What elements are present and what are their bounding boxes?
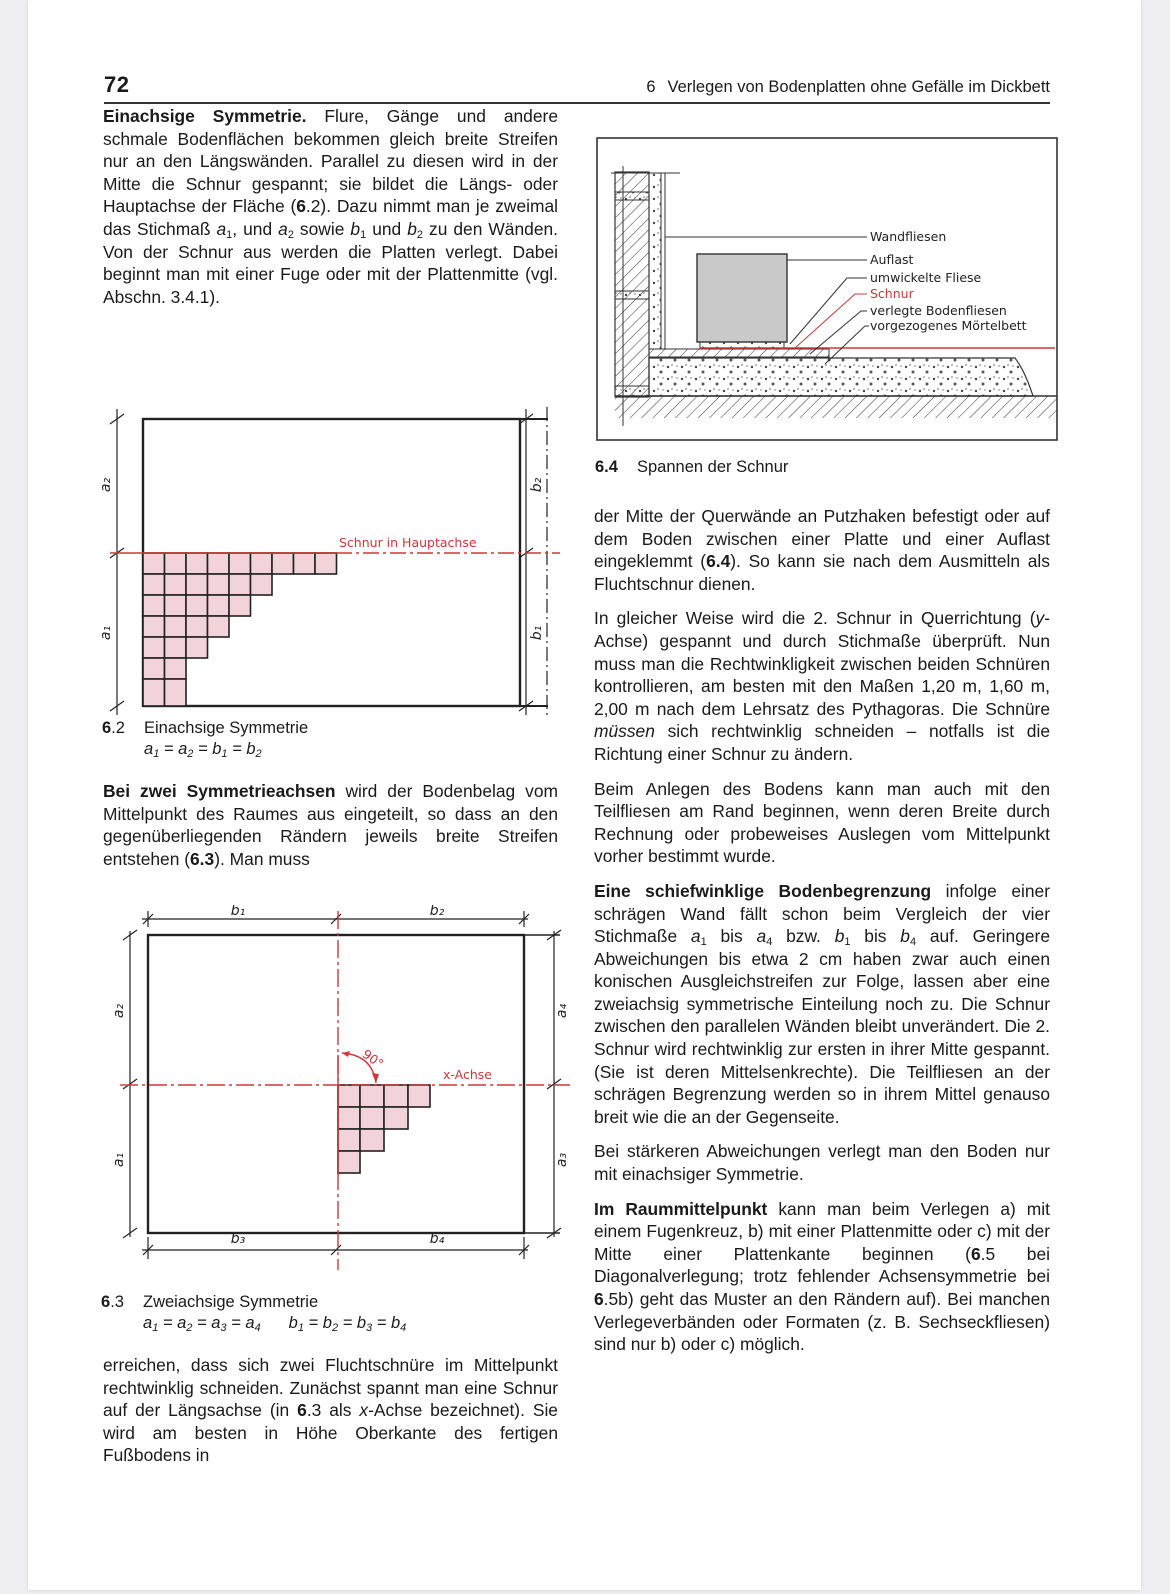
tile-staircase	[338, 1085, 430, 1173]
svg-text:b₂: b₂	[429, 905, 445, 919]
label-auflast: Auflast	[870, 252, 914, 267]
header-rule	[104, 102, 1050, 104]
emphasis: müssen	[594, 721, 655, 742]
caption-6-2	[102, 718, 308, 760]
var: b	[350, 218, 361, 239]
var: y	[1035, 608, 1045, 629]
text: -Achse) gespannt und durch Stichmaße überprüft. Nun muss man die Rechtwinkligkeit zwischen beiden Schnüren kontrollieren, am besten mit den Maßen 1,20 m, 1,60 m, 2,00 m nach dem Lehrsatz des Pythagoras. Die Schnüre	[594, 608, 1050, 719]
svg-text:a₁: a₁	[98, 625, 114, 641]
text: sowie	[293, 218, 351, 239]
caption-equation: $a_1 = a_2 = a_3 = a_4$ $b_1 = b_2 = b_3 = b_4$	[143, 1314, 407, 1334]
tile-staircase	[143, 553, 337, 706]
paragraph-zwei-symmetrieachsen	[103, 780, 558, 870]
text: -Achse bezeichnet). Sie wird am besten in Höhe Oberkante des fertigen Fußbodens in	[103, 1400, 558, 1466]
var: x	[359, 1400, 369, 1421]
paragraph-teilfliesen: Beim Anlegen des Bodens kann man auch mit den Teilfliesen am Rand beginnen, wenn deren Breite durch Rechnung oder probeweises Auslegen vom Mittelpunkt vorher bestimmt wurde.	[594, 778, 1050, 867]
text: bzw.	[772, 926, 835, 947]
running-head	[646, 78, 1050, 97]
caption-number: 6.4	[595, 458, 618, 476]
page-number: 72	[104, 72, 130, 97]
caption-6-4	[595, 457, 788, 478]
axis-label: x-Achse	[443, 1067, 492, 1082]
figure-ref: 6	[297, 1400, 307, 1421]
caption-number: 6	[101, 1293, 111, 1311]
svg-text:b₂: b₂	[529, 477, 545, 493]
text: .3 als	[306, 1400, 360, 1421]
var: a	[216, 218, 227, 239]
figure-6-4-diagram	[595, 136, 1065, 441]
svg-text:a₁: a₁	[111, 1152, 127, 1168]
label-wandfliesen: Wandfliesen	[870, 229, 947, 244]
svg-text:b₁: b₁	[529, 625, 545, 641]
figure-ref: 6	[970, 1243, 981, 1264]
text: .2). Dazu nimmt man je zweimal das Stichmaß	[103, 196, 559, 239]
text: ). Man muss	[214, 848, 310, 869]
angle-label: 90°	[359, 1046, 387, 1072]
caption-number: .3	[110, 1293, 124, 1311]
text: Flure, Gänge und andere schmale Bodenflächen bekommen gleich breite Streifen nur an den Längswänden. Parallel zu diesen wird in der Mitte die Schnur gespannt; sie bildet die Längs- oder Hauptachse der Fläche (	[103, 106, 558, 217]
caption-number: .2	[111, 719, 125, 737]
paragraph-lead: Bei zwei Symmetrieachsen	[103, 781, 336, 801]
figure-6-2-diagram	[90, 395, 580, 715]
caption-6-3	[101, 1292, 406, 1334]
text: .5 bei Diagonalverlegung; trotz fehlender Achsensymmetrie bei	[594, 1243, 1050, 1287]
caption-equation: $a_1 = a_2 = b_1 = b_2$	[144, 740, 262, 760]
text: sich rechtwinklig schneiden – notfalls ist die Richtung einer Schnur zu ändern.	[594, 721, 1050, 764]
caption-number: 6	[102, 719, 112, 737]
svg-text:a₃: a₃	[554, 1152, 570, 1168]
label-verlegte-bodenfliesen: verlegte Bodenfliesen	[870, 303, 1007, 318]
text: , und	[232, 218, 279, 239]
paragraph-staerkere-abweichungen: Bei stärkeren Abweichungen verlegt man den Boden nur mit einachsiger Symmetrie.	[594, 1141, 1050, 1185]
svg-text:b₁: b₁	[230, 905, 246, 919]
text: zu den Wänden. Von der Schnur aus werden die Platten verlegt. Dabei beginnt man mit einer Fuge oder mit der Plattenmitte (vgl. Abschn. 3.4.1).	[103, 218, 559, 307]
text: In gleicher Weise wird die 2. Schnur in Querrichtung (	[594, 608, 1036, 629]
figure-ref: 6	[594, 1289, 604, 1309]
svg-text:b₃: b₃	[230, 1231, 246, 1247]
text: erreichen, dass sich zwei Fluchtschnüre im Mittelpunkt rechtwinklig schneiden. Zunächst spannt man eine Schnur auf der Längsachse (in	[103, 1355, 558, 1421]
paragraph-einachsige-symmetrie: Einachsige Symmetrie. Flure, Gänge und andere schmale Bodenflächen bekommen gleich breite Streifen nur an den Längswänden. Parallel zu diesen wird in der Mitte die Schnur gespannt; sie bildet die Längs- oder Hauptachse der Fläche (6.2). Dazu nimmt man je zweimal das Stichmaß $a_1$, und $a_2$ sowie $b_1$ und $b_2$ zu den Wänden. Von der Schnur aus werden die Platten verlegt. Dabei beginnt man mit einer Fuge oder mit der Plattenmitte (vgl. Abschn. 3.4.1).	[103, 106, 559, 307]
svg-text:b₄: b₄	[429, 1231, 445, 1247]
svg-text:a₂: a₂	[98, 477, 114, 493]
label-moertelbett: vorgezogenes Mörtelbett	[870, 318, 1027, 333]
paragraph-fluchtschnuere	[103, 1354, 558, 1467]
svg-text:a₄: a₄	[554, 1003, 570, 1019]
figure-ref: 6	[296, 196, 306, 217]
text: der Mitte der Querwände an Putzhaken befestigt oder auf dem Boden zwischen einer Platte und einer Auflast eingeklemmt (	[594, 506, 1050, 572]
text: wird der Bodenbelag vom Mittelpunkt des Raumes aus eingeteilt, so dass an den gegenüberliegenden Rändern jeweils breite Streifen entstehen (	[103, 781, 558, 869]
paragraph-lead: Im Raummittelpunkt	[594, 1198, 768, 1219]
var: b	[407, 218, 417, 239]
text: ). So kann sie nach dem Ausmitteln als Fluchtschnur dienen.	[594, 551, 1050, 594]
caption-title: Einachsige Symmetrie	[144, 719, 309, 737]
text: bis	[850, 926, 901, 947]
label-schnur: Schnur	[870, 286, 914, 301]
axis-label: Schnur in Hauptachse	[339, 535, 477, 550]
var: a	[278, 218, 288, 239]
caption-title: Zweiachsige Symmetrie	[143, 1293, 319, 1311]
text: und	[366, 218, 408, 239]
text: kann man beim Verlegen a) mit einem Fugenkreuz, b) mit einer Plattenmitte oder c) mit der Mitte einer Plattenkante beginnen (	[594, 1198, 1050, 1264]
chapter-number: 6	[646, 78, 656, 96]
svg-text:a₂: a₂	[111, 1003, 127, 1019]
figure-6-3-diagram	[90, 905, 590, 1295]
right-column-text: der Mitte der Querwände an Putzhaken befestigt oder auf dem Boden zwischen einer Platte und einer Auflast eingeklemmt (6.4). So kann sie nach dem Ausmitteln als Fluchtschnur dienen. In gleicher Weise wird die 2. Schnur in Querrichtung (y-Achse) gespannt und durch Stichmaße überprüft. Nun muss man die Rechtwinkligkeit zwischen beiden Schnüren kontrollieren, am besten mit den Maßen 1,20 m, 1,60 m, 2,00 m nach dem Lehrsatz des Pythagoras. Die Schnüre müssen sich rechtwinklig schneiden – notfalls ist die Richtung einer Schnur zu ändern. Beim Anlegen des Bodens kann man auch mit den Teilfliesen am Rand beginnen, wenn deren Breite durch Rechnung oder probeweises Auslegen vom Mittelpunkt vorher bestimmt wurde. Eine schiefwinklige Bodenbegrenzung infolge einer schrägen Wand fällt schon beim Vergleich der vier Stichmaße $a_1$ bis $a_4$ bzw. $b_1$ bis $b_4$ auf. Geringere Abweichungen bis etwa 2 cm haben zwar auch einen konischen Ausgleichstreifen zur Folge, lassen aber eine zweiachsig symmetrische Einteilung noch zu. Die Schnur zwischen den parallelen Wänden bleibt unverändert. Die 2. Schnur wird rechtwinklig zur ersten in ihrer Mitte gespannt. (Sie ist deren Mittelsenkrechte). Die Teilfliesen an der schrägen Begrenzung werden so in ihrem Mittel genauso breit wie die an der Gegenseite. Bei stärkeren Abweichungen verlegt man den Boden nur mit einachsiger Symmetrie. Im Raummittelpunkt kann man beim Verlegen a) mit einem Fugenkreuz, b) mit einer Plattenmitte oder c) mit der Mitte einer Plattenkante beginnen (6.5 bei Diagonalverlegung; trotz fehlender Achsensymmetrie bei 6.5b) geht das Muster an den Rändern auf). Bei manchen Verlegeverbänden oder Formaten (z. B. Sechseckfliesen) sind nur b) oder c) möglich.	[594, 506, 1050, 1355]
caption-title: Spannen der Schnur	[637, 458, 789, 476]
paragraph-lead: Eine schiefwinklige Bodenbegrenzung	[594, 880, 932, 901]
text: infolge einer schrägen Wand fällt schon beim Vergleich der vier Stichmaße	[594, 880, 1050, 947]
figure-ref: 6.3	[190, 848, 215, 869]
book-page	[28, 0, 1141, 1590]
text: bis	[706, 926, 757, 947]
paragraph-lead: Einachsige Symmetrie.	[103, 106, 307, 126]
chapter-title: Verlegen von Bodenplatten ohne Gefälle im Dickbett	[667, 78, 1050, 96]
text: auf. Geringere Abweichungen bis etwa 2 cm haben zwar auch einen konischen Ausgleichstreifen zur Folge, lassen aber eine zweiachsig symmetrische Einteilung noch zu. Die Schnur zwischen den parallelen Wänden bleibt unverändert. Die 2. Schnur wird rechtwinklig zur ersten in ihrer Mitte gespannt. (Sie ist deren Mittelsenkrechte). Die Teilfliesen an der schrägen Begrenzung werden so in ihrem Mittel genauso breit wie die an der Gegenseite.	[594, 926, 1050, 1127]
text: .5b) geht das Muster an den Rändern auf). Bei manchen Verlegeverbänden oder Formaten (z. B. Sechseckfliesen) sind nur b) oder c) möglich.	[594, 1289, 1050, 1355]
figure-ref: 6.4	[706, 551, 731, 572]
label-umwickelte-fliese: umwickelte Fliese	[870, 270, 982, 285]
